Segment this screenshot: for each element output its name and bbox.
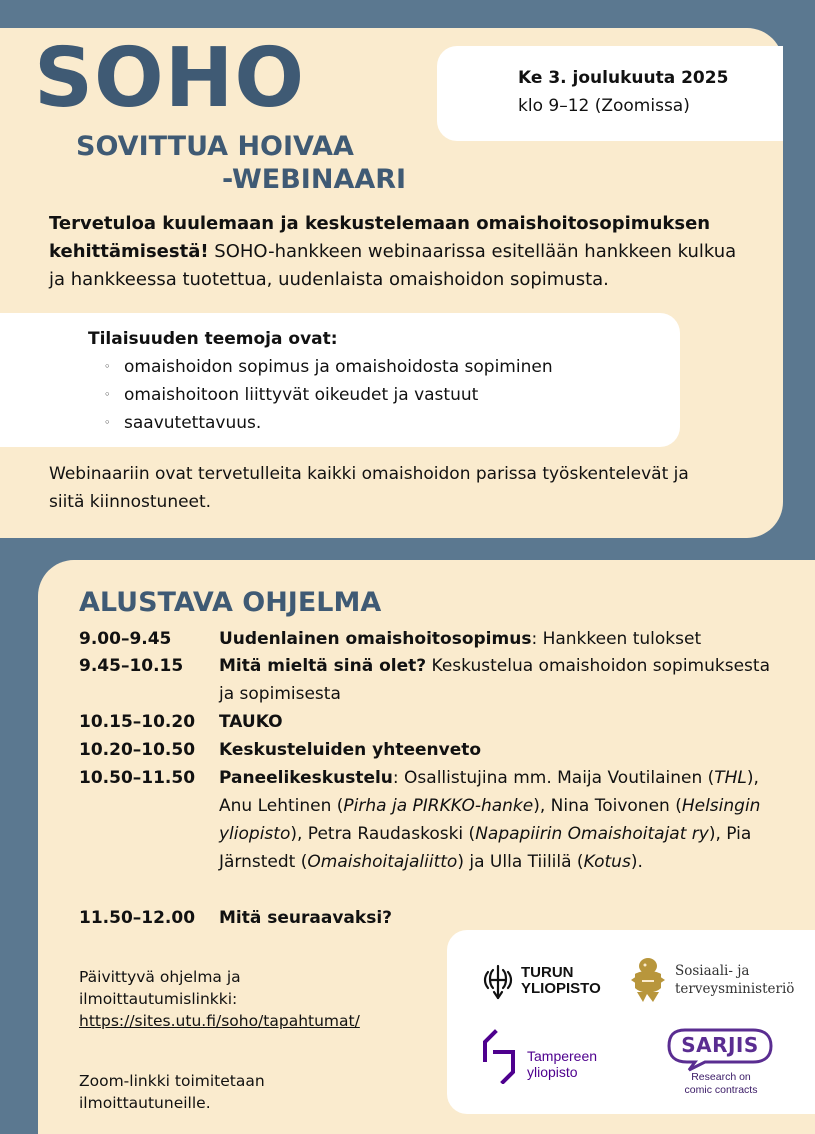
bullet-icon: ◦ [104, 360, 111, 373]
logo-box [447, 930, 815, 1114]
program-time: 10.15–10.20 [79, 712, 196, 732]
list-item: ◦ omaishoitoon liittyvät oikeudet ja vastuut [104, 381, 553, 409]
sarjis-line1: Research on [691, 1071, 751, 1083]
stm-line2: terveysministeriö [675, 981, 795, 997]
utu-logo [481, 962, 611, 1002]
sarjis-name: SARJIS [681, 1033, 759, 1057]
program-time: 10.50–11.50 [79, 768, 196, 788]
themes-title: Tilaisuuden teemoja ovat: [88, 329, 338, 349]
sarjis-line2: comic contracts [684, 1084, 758, 1096]
program-desc: Keskusteluiden yhteenveto [219, 740, 482, 760]
themes-box [0, 313, 680, 447]
program-title: ALUSTAVA OHJELMA [79, 587, 382, 618]
program-desc: Paneelikeskustelu: Osallistujina mm. Maija Voutilainen (THL), Anu Lehtinen (Pirha ja PIRKKO-hanke), Nina Toivonen (Helsingin yliopisto), Petra Raudaskoski (Napapiirin Omaishoitajat ry), Pia Järnstedt (Omaishoitajaliitto) ja Ulla Tiililä (Kotus). [219, 768, 761, 872]
date-box [437, 46, 783, 141]
program-time: 10.20–10.50 [79, 740, 196, 760]
event-date: Ke 3. joulukuuta 2025 [518, 68, 729, 88]
event-time: klo 9–12 (Zoomissa) [518, 96, 690, 116]
sarjis-logo [657, 1026, 785, 1098]
program-desc: Mitä mieltä sinä olet? Keskustelua omaishoidon sopimuksesta ja sopimisesta [219, 656, 770, 704]
bullet-icon: ◦ [104, 388, 111, 401]
bullet-icon: ◦ [104, 416, 111, 429]
program-desc: Mitä seuraavaksi? [219, 908, 393, 928]
zoom-info: Zoom-linkki toimitetaan ilmoittautuneille. [79, 1072, 265, 1112]
registration-link[interactable]: https://sites.utu.fi/soho/tapahtumat/ [79, 1012, 360, 1030]
page-title: SOHO [34, 31, 306, 126]
tampere-symbol-icon [479, 1028, 525, 1084]
welcome-paragraph: Webinaariin ovat tervetulleita kaikki omaishoidon parissa työskentelevät ja siitä kiinnostuneet. [49, 464, 689, 512]
tampere-logo [479, 1028, 619, 1084]
stm-logo [627, 954, 815, 1006]
tampere-line1: Tampereen [527, 1048, 598, 1064]
list-item: ◦ saavutettavuus. [104, 409, 553, 437]
program-time: 9.00–9.45 [79, 629, 172, 649]
program-desc: Uudenlainen omaishoitosopimus: Hankkeen tulokset [219, 629, 702, 649]
intro-paragraph [49, 210, 749, 294]
intro-text: SOHO-hankkeen webinaarissa esitellään hankkeen kulkua ja hankkeessa tuotettua, uudenlaista omaishoidon sopimusta. [49, 241, 737, 290]
themes-list [104, 353, 553, 437]
subtitle-webinaari: -WEBINAARI [222, 164, 407, 195]
lion-crest-icon [627, 954, 669, 1006]
registration-info: Päivittyvä ohjelma ja ilmoittautumislinkki: https://sites.utu.fi/soho/tapahtumat/ [79, 966, 439, 1032]
tampere-line2: yliopisto [527, 1064, 578, 1080]
utu-line1: TURUN [521, 964, 574, 981]
list-item: ◦ omaishoidon sopimus ja omaishoidosta sopiminen [104, 353, 553, 381]
subtitle-sovittua-hoivaa: SOVITTUA HOIVAA [76, 131, 354, 162]
program-desc: TAUKO [219, 712, 283, 732]
stm-line1: Sosiaali- ja [675, 963, 750, 979]
program-time: 9.45–10.15 [79, 656, 184, 676]
intro-bold: Tervetuloa kuulemaan ja keskustelemaan omaishoitosopimuksen kehittämisestä! [49, 213, 711, 262]
utu-emblem-icon [481, 962, 515, 1002]
program-time: 11.50–12.00 [79, 908, 196, 928]
utu-line2: YLIOPISTO [521, 980, 601, 997]
